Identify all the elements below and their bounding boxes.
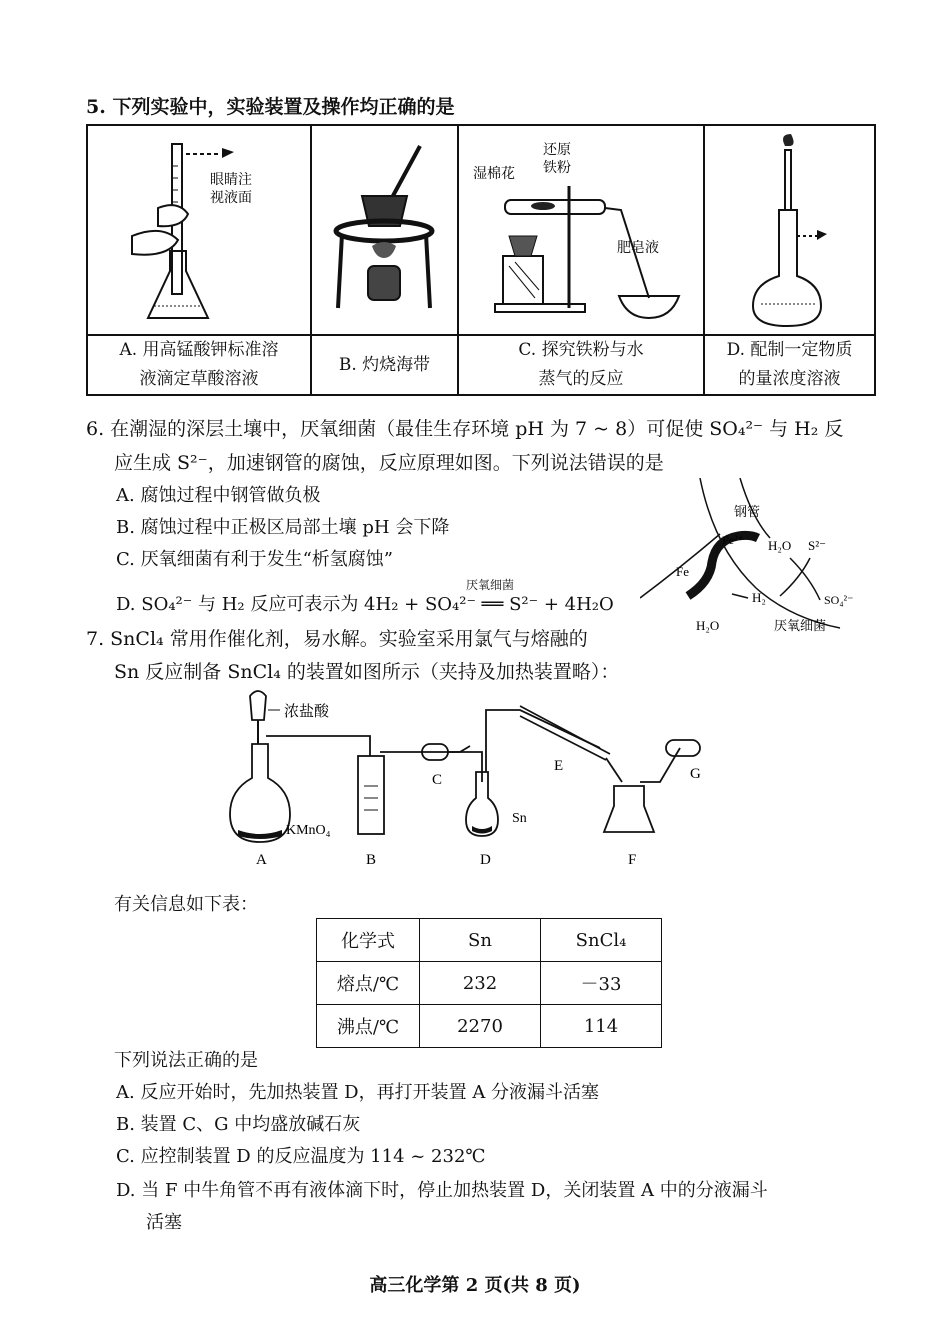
q5-figure-b <box>311 125 458 335</box>
so4-label: SO₄²⁻ <box>824 593 854 607</box>
h2o-top-label: H₂O <box>768 538 792 553</box>
q7-apparatus-figure <box>220 686 730 874</box>
q5-stem: 5. 下列实验中，实验装置及操作均正确的是 <box>86 96 455 118</box>
q5-figure-a <box>87 125 311 335</box>
h2-label: H₂ <box>752 590 766 605</box>
f-label: F <box>628 852 637 868</box>
iron-steam-figure <box>459 126 703 334</box>
d-label: D <box>480 852 491 868</box>
reaction-condition: 厌氧细菌 <box>466 578 515 592</box>
fe-label: Fe <box>676 564 689 579</box>
q5-option-d: D. 配制一定物质 的量浓度溶液 <box>704 335 875 395</box>
g-label: G <box>690 766 701 782</box>
q7-option-a: A. 反应开始时，先加热装置 D，再打开装置 A 分液漏斗活塞 <box>116 1082 600 1103</box>
table-cell: －33 <box>541 962 662 1005</box>
q7-option-d: D. 当 F 中牛角管不再有液体滴下时，停止加热装置 D，关闭装置 A 中的分液漏斗 <box>116 1180 768 1201</box>
page-footer: 高三化学第 2 页(共 8 页) <box>369 1275 581 1296</box>
eye-label-2: 视液面 <box>210 189 252 205</box>
titration-figure <box>88 126 310 334</box>
iron-label: 还原 <box>543 141 571 157</box>
e-label: E <box>554 758 564 774</box>
table-cell: 232 <box>420 962 541 1005</box>
q6-option-b: B. 腐蚀过程中正极区局部土壤 pH 会下降 <box>116 517 450 538</box>
burning-seaweed-figure <box>312 126 457 334</box>
info-table <box>316 918 662 1048</box>
q5-option-a: A. 用高锰酸钾标准溶 液滴定草酸溶液 <box>87 335 311 395</box>
bacteria-label: 厌氧细菌 <box>774 618 827 633</box>
c-label: C <box>432 772 443 788</box>
volumetric-flask-figure <box>705 126 874 334</box>
q6-option-d: D. SO₄²⁻ 与 H₂ 反应可表示为 4H₂ + SO₄²⁻ ══ S²⁻ + 4H₂O <box>116 594 614 615</box>
table-cell: 熔点/℃ <box>317 962 420 1005</box>
table-header: 化学式 <box>317 919 420 962</box>
q7-option-d-cont: 活塞 <box>146 1212 182 1233</box>
q6-option-a: A. 腐蚀过程中钢管做负极 <box>116 485 321 506</box>
iron-label-2: 铁粉 <box>543 159 571 175</box>
q7-stem-line2: Sn 反应制备 SnCl₄ 的装置如图所示（夹持及加热装置略）： <box>114 661 620 683</box>
q6-stem-line1: 6. 在潮湿的深层土壤中，厌氧细菌（最佳生存环境 pH 为 7 ~ 8）可促使 SO₄²⁻ 与 H₂ 反 <box>86 418 844 440</box>
q5-apparatus-table <box>86 124 876 396</box>
q5-option-b: B. 灼烧海带 <box>311 335 458 395</box>
q7-option-b: B. 装置 C、G 中均盛放碱石灰 <box>116 1114 361 1135</box>
table-cell: 2270 <box>420 1005 541 1048</box>
q7-stem-line1: 7. SnCl₄ 常用作催化剂，易水解。实验室采用氯气与熔融的 <box>86 628 588 650</box>
h2o-bottom-label: H₂O <box>696 618 720 633</box>
q7-question: 下列说法正确的是 <box>114 1050 258 1071</box>
q6-corrosion-figure <box>640 478 870 642</box>
table-cell: 沸点/℃ <box>317 1005 420 1048</box>
q7-option-c: C. 应控制装置 D 的反应温度为 114 ~ 232℃ <box>116 1146 486 1167</box>
table-header: Sn <box>420 919 541 962</box>
sn-label: Sn <box>512 811 527 826</box>
table-header: SnCl₄ <box>541 919 662 962</box>
s2-label: S²⁻ <box>808 538 826 553</box>
eye-label: 眼睛注 <box>210 171 252 187</box>
soap-label: 肥皂液 <box>617 239 659 255</box>
acid-label: 浓盐酸 <box>284 703 330 720</box>
q6-stem-line2: 应生成 S²⁻，加速钢管的腐蚀，反应原理如图。下列说法错误的是 <box>114 452 664 474</box>
q6-option-c: C. 厌氧细菌有利于发生“析氢腐蚀” <box>116 549 393 570</box>
info-intro: 有关信息如下表： <box>114 894 258 915</box>
pipe-label: 钢管 <box>734 504 761 519</box>
kmno4-label: KMnO₄ <box>286 823 331 838</box>
a-label: A <box>256 852 267 868</box>
q5-option-c: C. 探究铁粉与水 蒸气的反应 <box>458 335 704 395</box>
fe2-label: Fe²⁺ <box>722 533 744 547</box>
q5-figure-c <box>458 125 704 335</box>
cotton-label: 湿棉花 <box>473 165 515 181</box>
b-label: B <box>366 852 377 868</box>
table-cell: 114 <box>541 1005 662 1048</box>
q5-figure-d <box>704 125 875 335</box>
